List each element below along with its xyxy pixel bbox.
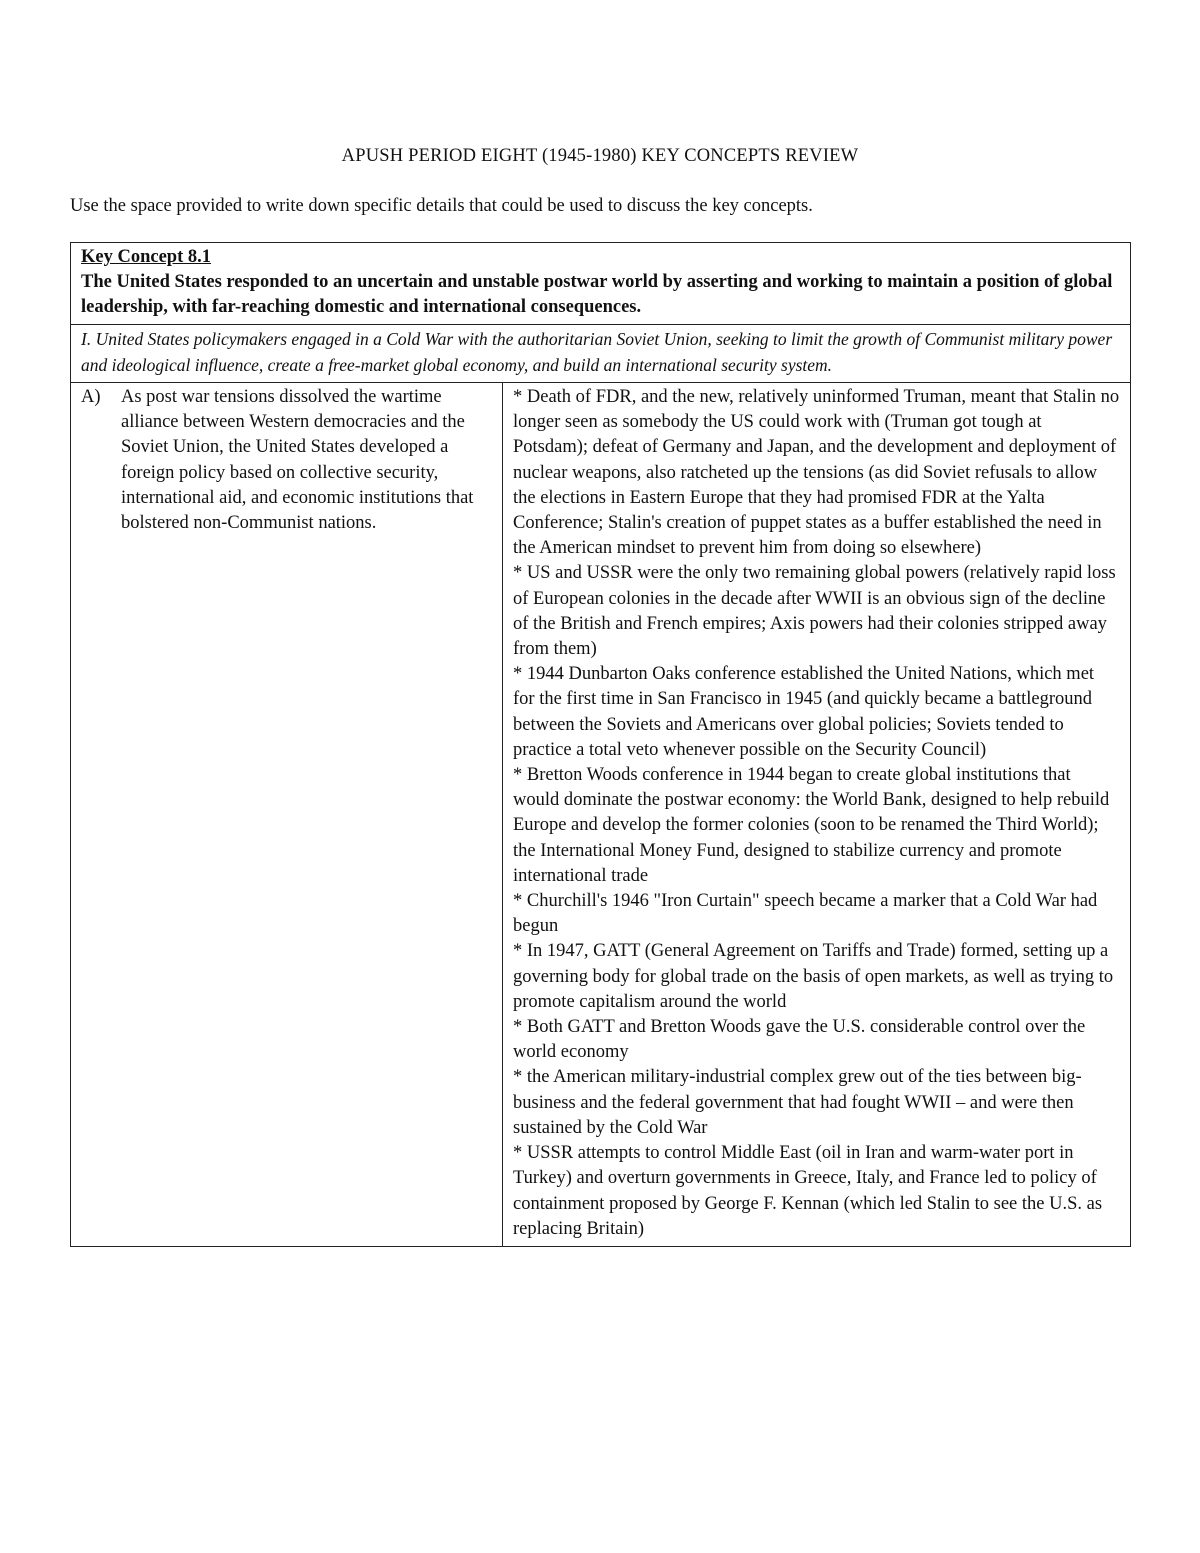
key-concept-heading-cell <box>71 243 1131 325</box>
key-concept-statement: The United States responded to an uncertain and unstable postwar world by asserting and working to maintain a position of global leadership, with far-reaching domestic and international consequences. <box>81 272 1113 317</box>
page-title: APUSH PERIOD EIGHT (1945-1980) KEY CONCEPTS REVIEW <box>341 146 859 166</box>
detail-item: * Churchill's 1946 "Iron Curtain" speech became a marker that a Cold War had begun <box>513 891 1098 937</box>
detail-item: * Death of FDR, and the new, relatively uninformed Truman, meant that Stalin no longer seen as somebody the US could work with (Truman got tough at Potsdam); defeat of Germany and Japan, and the development and deployment of nuclear weapons, also ratcheted up the tensions (as did Soviet refusals to allow the elections in Eastern Europe that they had promised FDR at the Yalta Conference; Stalin's creation of puppet states as a buffer established the need in the American mindset to prevent him from doing so elsewhere) <box>513 387 1120 559</box>
subpoint-cell: I. United States policymakers engaged in a Cold War with the authoritarian Soviet Union, seeking to limit the growth of Communist military power and ideological influence, create a free-market global economy, and build an international security system. <box>71 325 1131 383</box>
detail-item: * In 1947, GATT (General Agreement on Tariffs and Trade) formed, setting up a governing body for global trade on the basis of open markets, as well as trying to promote capitalism around the world <box>513 941 1114 1012</box>
detail-item: * the American military-industrial complex grew out of the ties between big-business and the federal government that had fought WWII – and were then sustained by the Cold War <box>513 1067 1082 1138</box>
detail-item: * 1944 Dunbarton Oaks conference established the United Nations, which met for the first time in San Francisco in 1945 (and quickly became a battleground between the Soviets and Americans over global policies; Soviets tended to practice a total veto whenever possible on the Security Council) <box>513 664 1095 760</box>
key-concept-label: Key Concept 8.1 <box>81 247 211 267</box>
instructions-text: Use the space provided to write down specific details that could be used to discuss the key concepts. <box>70 196 813 216</box>
key-concept-heading-row <box>71 243 1131 325</box>
subpoint-row <box>71 325 1131 383</box>
concept-row-a <box>71 383 1131 1247</box>
key-concept-table <box>70 242 1131 1247</box>
detail-item: * Bretton Woods conference in 1944 began to create global institutions that would dominate the postwar economy: the World Bank, designed to help rebuild Europe and develop the former colonies (soon to be renamed the Third World); the International Money Fund, designed to stabilize currency and promote international trade <box>513 765 1110 886</box>
concept-letter: A) <box>81 387 101 407</box>
concept-cell <box>71 383 503 1247</box>
concept-text: As post war tensions dissolved the wartime alliance between Western democracies and the Soviet Union, the United States developed a foreign policy based on collective security, international aid, and economic institutions that bolstered non-Communist nations. <box>121 387 474 534</box>
detail-item: * USSR attempts to control Middle East (oil in Iran and warm-water port in Turkey) and overturn governments in Greece, Italy, and France led to policy of containment proposed by George F. Kennan (which led Stalin to see the U.S. as replacing Britain) <box>513 1143 1103 1239</box>
detail-item: * Both GATT and Bretton Woods gave the U.S. considerable control over the world economy <box>513 1017 1086 1063</box>
detail-item: * US and USSR were the only two remaining global powers (relatively rapid loss of European colonies in the decade after WWII is an obvious sign of the decline of the British and French empires; Axis powers had their colonies stripped away from them) <box>513 563 1116 660</box>
details-cell[interactable] <box>503 383 1131 1247</box>
